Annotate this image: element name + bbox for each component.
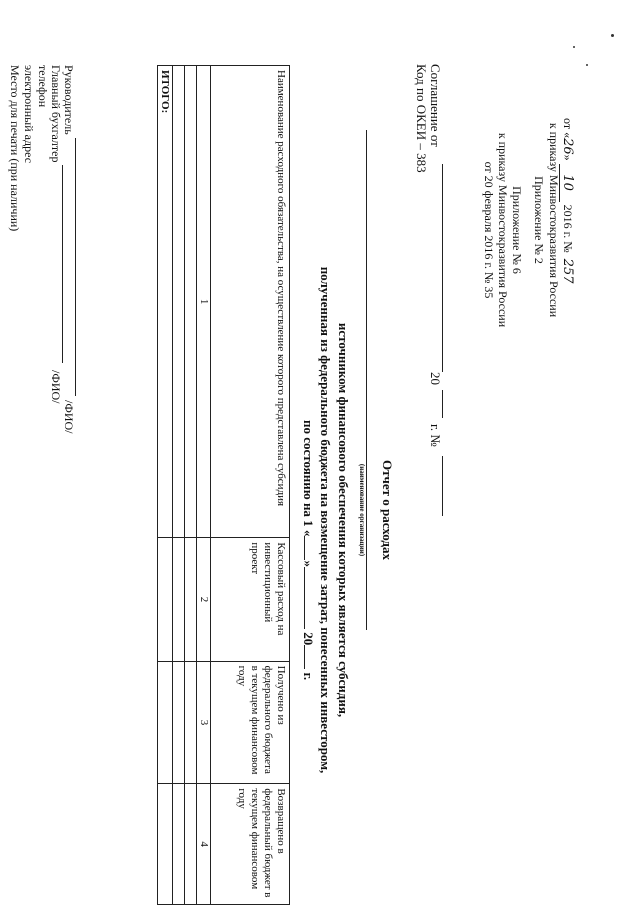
column-number-4: 4: [197, 784, 211, 905]
stamp-place-label: Место для печати (при наличии): [8, 65, 22, 232]
header-received: Получено из федерального бюджета в текущем финансовом году: [211, 661, 290, 784]
date-year: 2016 г. №: [561, 201, 575, 253]
table-row: [173, 66, 185, 905]
signature-accountant-fio: /ФИО/: [49, 370, 63, 404]
okei-code: Код по ОКЕИ – 383: [414, 64, 429, 173]
signature-head-label: Руководитель: [62, 65, 76, 135]
report-line-2: полученная из федерального бюджета на возмещение затрат, понесенных инвестором,: [318, 266, 333, 774]
signature-accountant-line: [62, 165, 63, 363]
scan-speck: [573, 46, 575, 48]
agreement-number-label: г. №: [428, 424, 443, 447]
appendix2-order: к приказу Минвостокразвития России: [547, 122, 561, 318]
report-year-suffix: г.: [301, 672, 316, 681]
scan-speck: [586, 64, 588, 66]
signature-head-line: [75, 138, 76, 396]
agreement-date-blank: [442, 164, 443, 372]
org-name-caption: (наименование организации): [358, 463, 366, 557]
report-year: 20: [301, 632, 316, 646]
phone-label: телефон: [36, 65, 50, 108]
column-number-3: 3: [197, 661, 211, 784]
date-mid: »: [561, 154, 575, 164]
table-header-row: [211, 66, 290, 905]
agreement-year: 20: [428, 372, 443, 385]
appendix6-date: от 20 февраля 2016 г. № 35: [482, 161, 496, 299]
email-label: электронный адрес: [22, 65, 36, 164]
header-cash-expense: Кассовый расход на инвестиционный проект: [211, 538, 290, 661]
header-obligation: Наименование расходного обязательства, на осуществление которого представлена субсидия: [211, 66, 290, 538]
signature-head-fio: /ФИО/: [62, 400, 76, 434]
column-number-2: 2: [197, 538, 211, 661]
quote-close: »: [301, 560, 316, 567]
signature-accountant-label: Главный бухгалтер: [49, 65, 63, 163]
report-title: Отчет о расходах: [380, 459, 395, 561]
table-row: [185, 66, 197, 905]
handwritten-number: 257: [560, 258, 575, 284]
appendix2-date-line: [559, 118, 575, 378]
appendix6-title: Приложение № 6: [510, 186, 524, 274]
quote-open: «: [301, 529, 316, 537]
report-date-prefix: по состоянию на 1: [301, 420, 316, 527]
agreement-year-blank: [442, 390, 443, 418]
appendix6-order: к приказу Минвостокразвития России: [496, 132, 510, 328]
report-line-1: источником финансового обеспечения которых является субсидия,: [336, 322, 351, 718]
appendix2-title: Приложение № 2: [532, 176, 546, 264]
column-number-1: 1: [197, 66, 211, 538]
total-label: ИТОГО:: [158, 66, 173, 538]
expenses-table: [157, 65, 290, 905]
table-column-numbers-row: [197, 66, 211, 905]
handwritten-day: 26: [560, 138, 575, 155]
table-total-row: [158, 66, 173, 905]
header-returned: Возвращено в федеральный бюджет в текущем финансовом году: [211, 784, 290, 905]
org-name-blank: [366, 130, 367, 630]
handwritten-month: 10: [559, 164, 574, 202]
report-line-3: [301, 420, 316, 720]
scan-speck: [611, 34, 614, 37]
agreement-number-blank: [442, 456, 443, 516]
agreement-date-label: Соглашение от: [428, 64, 443, 147]
date-prefix: от «: [561, 118, 575, 139]
